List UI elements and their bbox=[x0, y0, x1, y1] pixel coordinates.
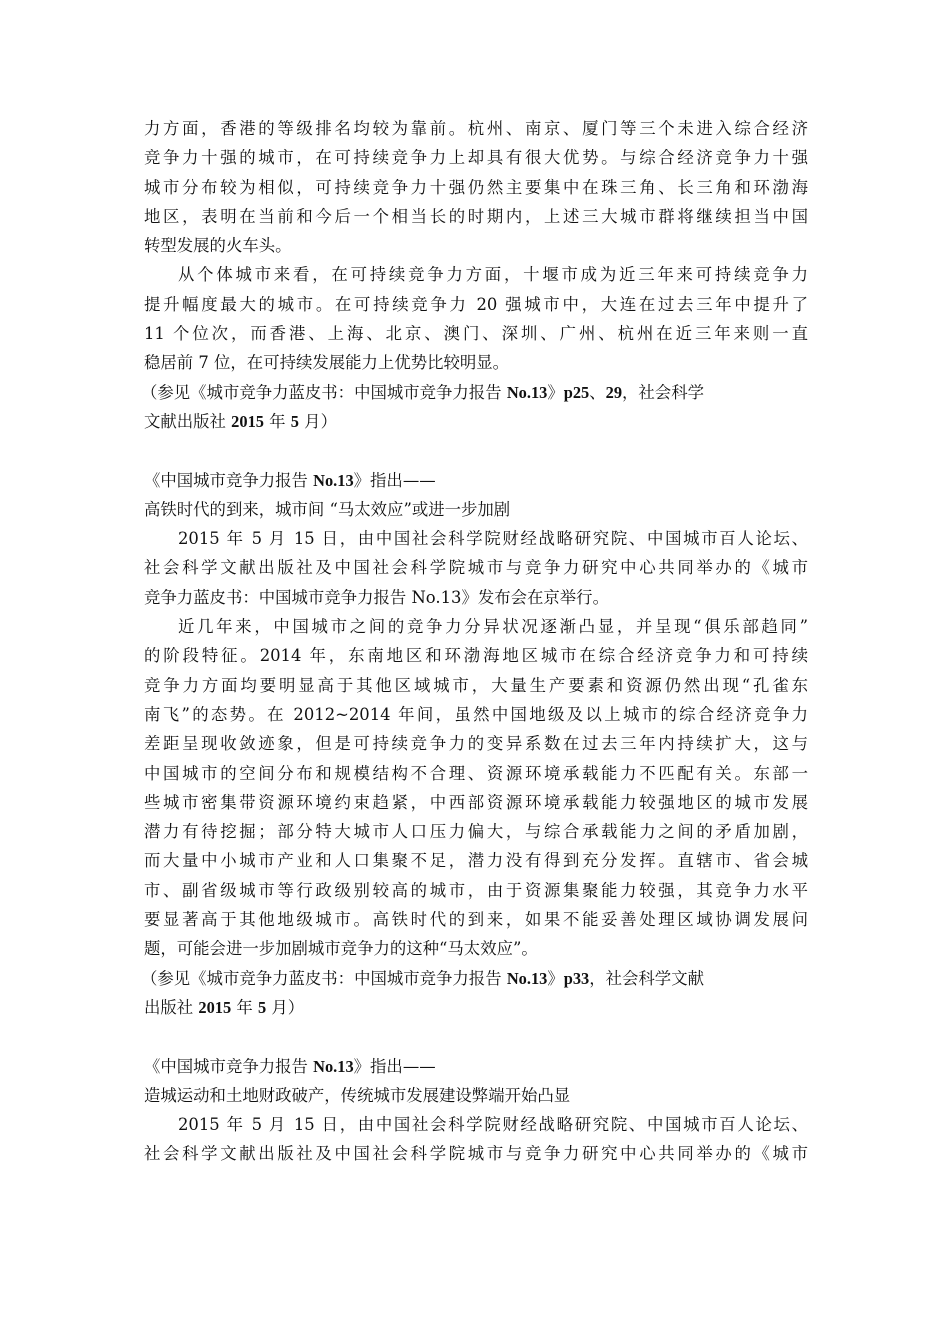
ref-text: 、 bbox=[589, 382, 606, 402]
section-heading bbox=[144, 466, 808, 525]
reference-line bbox=[141, 378, 808, 407]
text-line: 社会科学文献出版社及中国社会科学院城市与竞争力研究中心共同举办的《城市 bbox=[144, 558, 808, 578]
heading-report-number: No.13 bbox=[313, 470, 354, 490]
paragraph-matthew-effect bbox=[144, 612, 808, 964]
text-line: 潜力有待挖掘；部分特大城市人口压力偏大，与综合承载能力之间的矛盾加剧， bbox=[144, 822, 808, 842]
text-line: 竞争力蓝皮书：中国城市竞争力报告 No.13》发布会在京举行。 bbox=[144, 587, 609, 607]
ref-month: 5 bbox=[290, 411, 299, 431]
paragraph-sustainable-competitiveness bbox=[144, 114, 808, 260]
blank-line bbox=[144, 436, 808, 465]
text-line: 差距呈现收敛迹象，但是可持续竞争力的变异系数在过去三年内持续扩大，这与 bbox=[144, 734, 808, 754]
reference-line bbox=[141, 964, 808, 993]
reference-line bbox=[144, 407, 808, 436]
text-line: 11 个位次，而香港、上海、北京、澳门、深圳、广州、杭州在近三年来则一直 bbox=[144, 324, 808, 344]
text-line: 社会科学文献出版社及中国社会科学院城市与竞争力研究中心共同举办的《城市 bbox=[144, 1144, 808, 1164]
text-line: 稳居前 7 位，在可持续发展能力上优势比较明显。 bbox=[144, 353, 510, 373]
heading-text: 》指出—— bbox=[353, 470, 436, 490]
section-heading bbox=[144, 1052, 808, 1111]
ref-text: （参见《城市竞争力蓝皮书：中国城市竞争力报告 bbox=[141, 968, 507, 988]
blank-line bbox=[144, 1022, 808, 1051]
text-line: 题，可能会进一步加剧城市竞争力的这种“马太效应”。 bbox=[144, 939, 538, 959]
ref-text: 文献出版社 bbox=[144, 411, 232, 431]
ref-month: 5 bbox=[257, 997, 267, 1017]
ref-text: （参见《城市竞争力蓝皮书：中国城市竞争力报告 bbox=[141, 382, 507, 402]
text-line: 力方面，香港的等级排名均较为靠前。杭州、南京、厦门等三个未进入综合经济 bbox=[144, 119, 808, 138]
ref-year: 2015 bbox=[198, 997, 232, 1017]
ref-text: ，社会科学 bbox=[622, 382, 704, 402]
document-page bbox=[141, 114, 808, 1169]
heading-text: 《中国城市竞争力报告 bbox=[144, 470, 314, 490]
section-title bbox=[144, 466, 808, 495]
ref-text: 》 bbox=[547, 968, 564, 988]
paragraph-individual-cities bbox=[144, 260, 808, 377]
text-line: 从个体城市来看，在可持续竞争力方面，十堰市成为近三年来可持续竞争力 bbox=[178, 265, 808, 285]
section-subtitle: 高铁时代的到来，城市间 “马太效应”或进一步加剧 bbox=[144, 499, 511, 519]
heading-report-number: No.13 bbox=[313, 1056, 354, 1076]
ref-text: 年 bbox=[231, 997, 258, 1017]
ref-text: 月） bbox=[266, 997, 305, 1017]
ref-text: ，社会科学文献 bbox=[589, 968, 704, 988]
text-line: 转型发展的火车头。 bbox=[144, 236, 292, 256]
text-line: 竞争力方面均要明显高于其他区域城市，大量生产要素和资源仍然出现“孔雀东 bbox=[144, 675, 808, 695]
paragraph-release-event bbox=[144, 1110, 808, 1169]
text-line: 南飞”的态势。在 2012~2014 年间，虽然中国地级及以上城市的综合经济竞争力 bbox=[144, 704, 808, 724]
text-line: 要显著高于其他地级城市。高铁时代的到来，如果不能妥善处理区域协调发展问 bbox=[144, 910, 808, 930]
section-subtitle: 造城运动和土地财政破产，传统城市发展建设弊端开始凸显 bbox=[144, 1085, 571, 1105]
ref-page: p25 bbox=[563, 382, 590, 402]
text-line: 的阶段特征。2014 年，东南地区和环渤海地区城市在综合经济竞争力和可持续 bbox=[144, 646, 808, 666]
section-title bbox=[144, 1052, 808, 1081]
text-line: 市、副省级城市等行政级别较高的城市，由于资源集聚能力较强，其竞争力水平 bbox=[144, 880, 808, 900]
heading-text: 《中国城市竞争力报告 bbox=[144, 1056, 314, 1076]
text-line: 2015 年 5 月 15 日，由中国社会科学院财经战略研究院、中国城市百人论坛、 bbox=[178, 1115, 808, 1135]
ref-text: 》 bbox=[547, 382, 564, 402]
ref-text: 年 bbox=[263, 411, 291, 431]
text-line: 而大量中小城市产业和人口集聚不足，潜力没有得到充分发挥。直辖市、省会城 bbox=[144, 851, 808, 871]
text-line: 城市分布较为相似，可持续竞争力十强仍然主要集中在珠三角、长三角和环渤海 bbox=[144, 177, 808, 197]
text-line: 竞争力十强的城市，在可持续竞争力上却具有很大优势。与综合经济竞争力十强 bbox=[144, 148, 808, 168]
reference-note bbox=[141, 964, 808, 1023]
ref-page: 29 bbox=[605, 382, 623, 402]
text-line: 地区，表明在当前和今后一个相当长的时期内，上述三大城市群将继续担当中国 bbox=[144, 206, 808, 226]
ref-year: 2015 bbox=[231, 411, 264, 431]
paragraph-release-event bbox=[144, 524, 808, 612]
heading-text: 》指出—— bbox=[353, 1056, 436, 1076]
text-line: 些城市密集带资源环境约束趋紧，中西部资源环境承载能力较强地区的城市发展 bbox=[144, 792, 808, 812]
ref-text: 月） bbox=[298, 411, 337, 431]
text-line: 近几年来，中国城市之间的竞争力分异状况逐渐凸显，并呈现“俱乐部趋同” bbox=[178, 617, 808, 637]
ref-text: 出版社 bbox=[144, 997, 199, 1017]
text-line: 中国城市的空间分布和规模结构不合理、资源环境承载能力不匹配有关。东部一 bbox=[144, 763, 808, 783]
text-line: 提升幅度最大的城市。在可持续竞争力 20 强城市中，大连在过去三年中提升了 bbox=[144, 294, 808, 314]
reference-note bbox=[141, 378, 808, 437]
ref-page: p33 bbox=[563, 968, 590, 988]
ref-report-number: No.13 bbox=[506, 382, 548, 402]
reference-line bbox=[144, 993, 808, 1022]
ref-report-number: No.13 bbox=[506, 968, 548, 988]
text-line: 2015 年 5 月 15 日，由中国社会科学院财经战略研究院、中国城市百人论坛、 bbox=[178, 529, 808, 549]
